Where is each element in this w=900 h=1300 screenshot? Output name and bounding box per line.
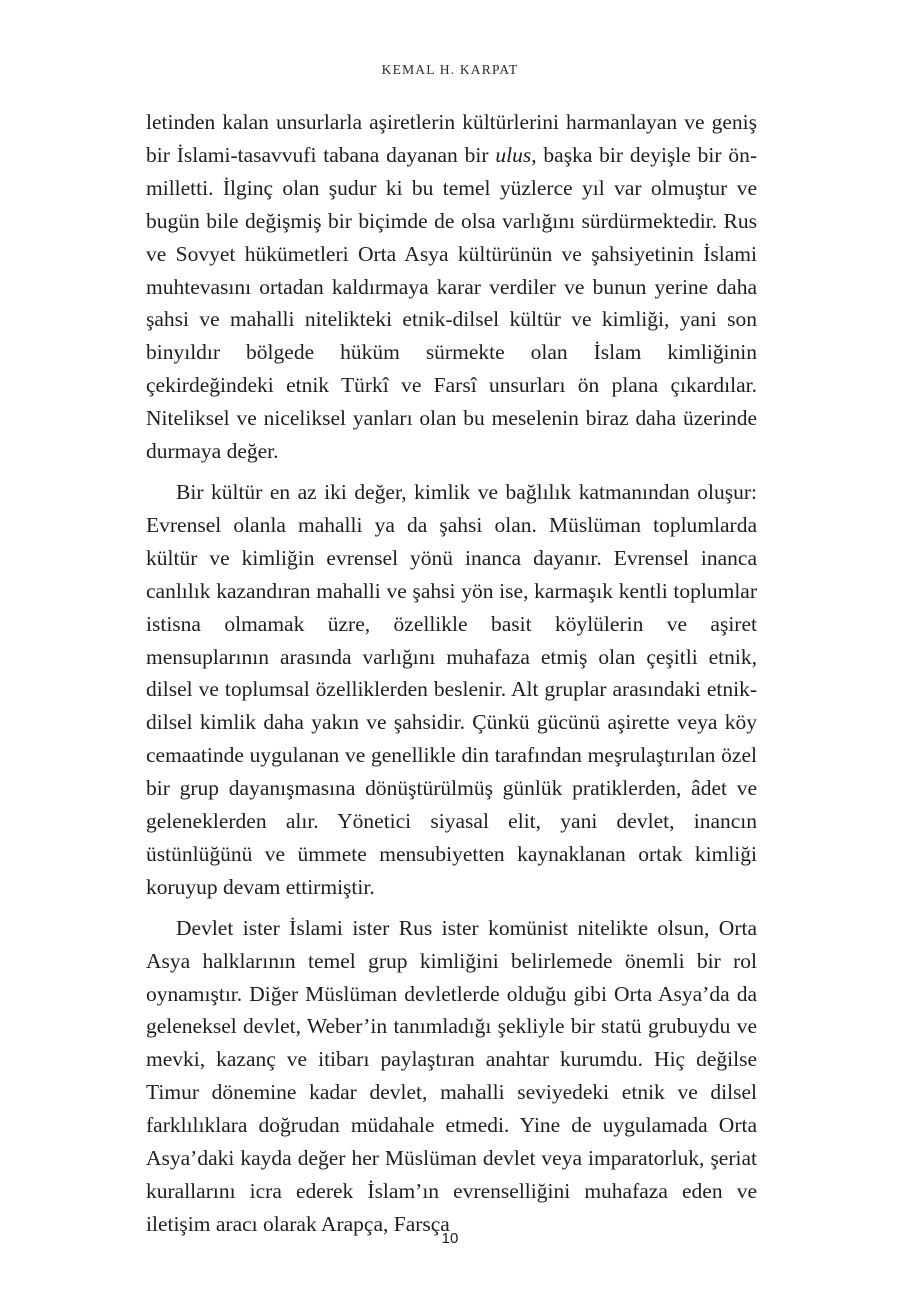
- paragraph-1: [146, 106, 757, 468]
- italic-term: ulus: [495, 142, 532, 167]
- paragraph-2: Bir kültür en az iki değer, kimlik ve bağlılık katmanından oluşur: Evrensel olanla mahalli ya da şahsi olan. Müslüman toplumlarda kültür ve kimliğin evrensel yönü inanca dayanır. Evrensel inanca canlılık kazandıran mahalli ve şahsi yön ise, karmaşık kentli toplumlar istisna olmamak üzre, özellikle basit köylülerin ve aşiret mensuplarının arasında varlığını muhafaza etmiş olan çeşitli etnik, dilsel ve toplumsal özelliklerden beslenir. Alt gruplar arasındaki etnik-dilsel kimlik daha yakın ve şahsidir. Çünkü gücünü aşirette veya köy cemaatinde uygulanan ve genellikle din tarafından meşrulaştırılan özel bir grup dayanışmasına dönüştürülmüş günlük pratiklerden, âdet ve geleneklerden alır. Yönetici siyasal elit, yani devlet, inancın üstünlüğünü ve ümmete mensubiyetten kaynaklanan ortak kimliği koruyup devam ettirmiştir.: [146, 479, 757, 899]
- paragraph-1-text-start: letinden kalan unsurlarla aşiretlerin kültürlerini harmanlayan ve geniş bir İslami-tasavvufi tabana dayanan bir: [146, 110, 757, 167]
- running-head: KEMAL H. KARPAT: [381, 62, 519, 77]
- body-text: [146, 106, 757, 1249]
- page-number: 10: [441, 1230, 459, 1247]
- paragraph-3: Devlet ister İslami ister Rus ister komünist nitelikte olsun, Orta Asya halklarının temel grup kimliğini belirlemede önemli bir rol oynamıştır. Diğer Müslüman devletlerde olduğu gibi Orta Asya’da da geleneksel devlet, Weber’in tanımladığı şekliyle bir statü grubuydu ve mevki, kazanç ve itibarı paylaştıran anahtar kurumdu. Hiç değilse Timur dönemine kadar devlet, mahalli seviyedeki etnik ve dilsel farklılıklara doğrudan müdahale etmedi. Yine de uygulamada Orta Asya’daki kayda değer her Müslüman devlet veya imparatorluk, şeriat kurallarını icra ederek İslam’ın evrenselliğini muhafaza eden ve iletişim aracı olarak Arapça, Farsça: [146, 915, 757, 1236]
- paragraph-1-text-end: , başka bir deyişle bir ön-milletti. İlginç olan şudur ki bu temel yüzlerce yıl var olmuştur ve bugün bile değişmiş bir biçimde de olsa varlığını sürdürmektedir. Rus ve Sovyet hükümetleri Orta Asya kültürünün ve şahsiyetinin İslami muhtevasını ortadan kaldırmaya karar verdiler ve bunun yerine daha şahsi ve mahalli nitelikteki etnik-dilsel kültür ve kimliği, yani son binyıldır bölgede hüküm sürmekte olan İslam kimliğinin çekirdeğindeki etnik Türkî ve Farsî unsurları ön plana çıkardılar. Niteliksel ve niceliksel yanları olan bu meselenin biraz daha üzerinde durmaya değer.: [146, 142, 757, 464]
